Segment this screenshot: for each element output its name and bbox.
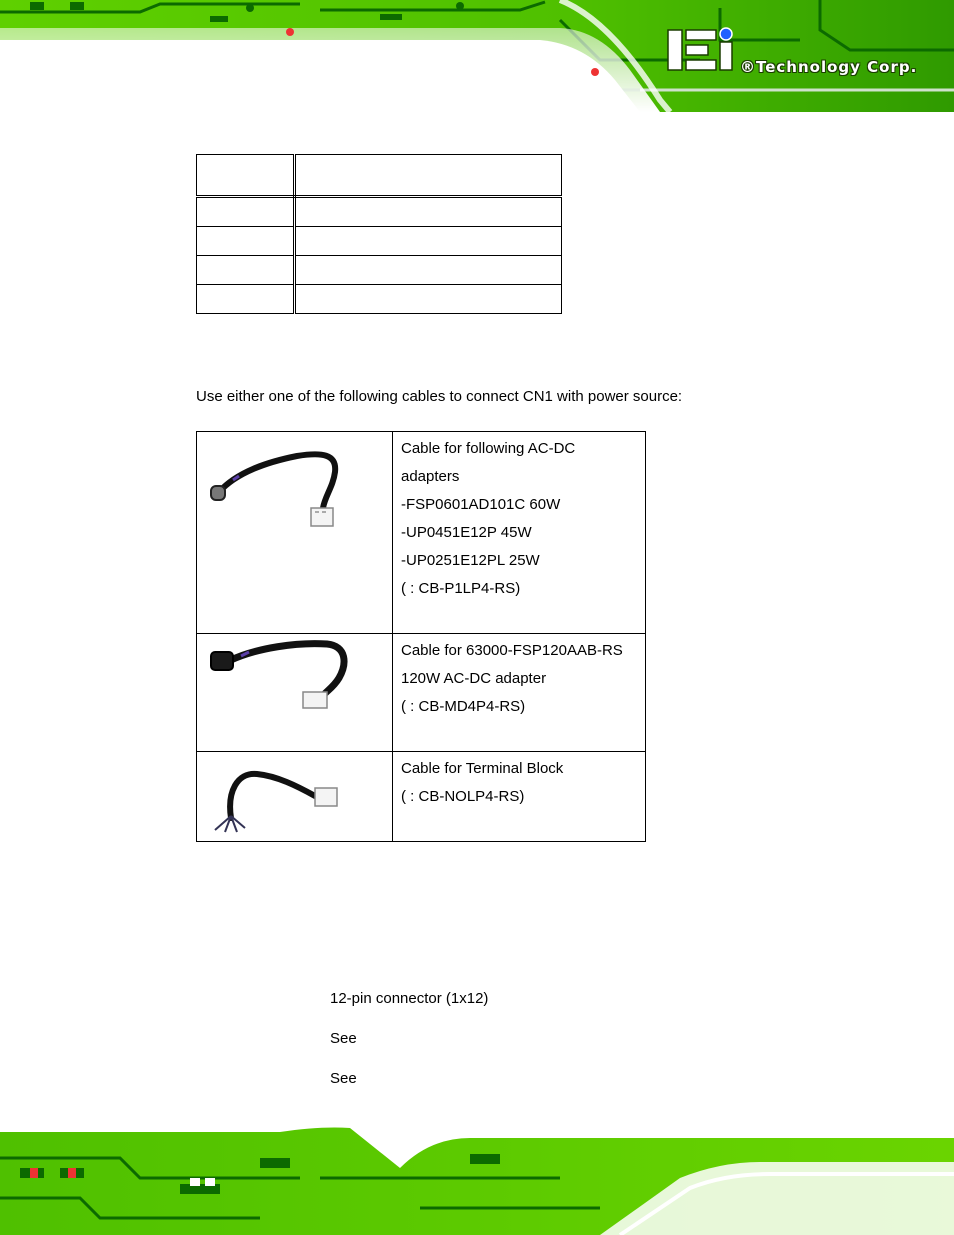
table-cell — [197, 197, 295, 227]
cable-description-line: ( : CB-NOLP4-RS) — [401, 788, 525, 805]
table-header-row — [197, 155, 562, 197]
table-cell — [295, 197, 562, 227]
cable-p1lp4-image — [197, 432, 392, 628]
cable-description-line: -FSP0601AD101C 60W — [401, 496, 561, 513]
cables-table — [196, 431, 646, 842]
table-header-cell — [295, 155, 562, 197]
table-row — [197, 256, 562, 285]
table-row — [197, 432, 646, 634]
cable-description-line: -UP0251E12PL 25W — [401, 552, 540, 569]
cable-description-line: ( : CB-P1LP4-RS) — [401, 580, 521, 597]
cable-description-line: Cable for Terminal Block — [401, 760, 564, 777]
cable-description-cell — [393, 432, 646, 634]
cable-nolp4-image — [197, 752, 392, 836]
logo-mark — [668, 28, 732, 70]
header-banner — [0, 0, 954, 112]
cable-description-line: Cable for following AC-DC — [401, 440, 576, 457]
table-cell — [197, 285, 295, 314]
table-row — [197, 227, 562, 256]
table-row — [197, 197, 562, 227]
table-cell — [197, 256, 295, 285]
cable-description-line: Cable for 63000-FSP120AAB-RS — [401, 642, 623, 659]
cable-description-line: -UP0451E12P 45W — [401, 524, 532, 541]
cable-description-line: adapters — [401, 468, 460, 485]
cable-description-cell — [393, 634, 646, 752]
connector-type-text: 12-pin connector (1x12) — [330, 990, 489, 1007]
cable-md4p4-image — [197, 634, 392, 746]
intro-paragraph: Use either one of the following cables to connect CN1 with power source: — [196, 388, 683, 405]
table-row — [197, 634, 646, 752]
cable-description-cell — [393, 752, 646, 842]
table-cell — [295, 227, 562, 256]
logo-text: ®Technology Corp. — [740, 58, 918, 76]
see-reference-text: See — [330, 1070, 357, 1087]
pinout-table — [196, 154, 562, 314]
table-row — [197, 752, 646, 842]
cable-image-cell — [197, 752, 393, 842]
cable-description-line: ( : CB-MD4P4-RS) — [401, 698, 526, 715]
cable-description-line: 120W AC-DC adapter — [401, 670, 547, 687]
table-cell — [295, 285, 562, 314]
see-reference-text: See — [330, 1030, 357, 1047]
cable-image-cell — [197, 634, 393, 752]
footer-banner — [0, 1118, 954, 1235]
cable-image-cell — [197, 432, 393, 634]
table-header-cell — [197, 155, 295, 197]
table-cell — [295, 256, 562, 285]
table-row — [197, 285, 562, 314]
table-cell — [197, 227, 295, 256]
